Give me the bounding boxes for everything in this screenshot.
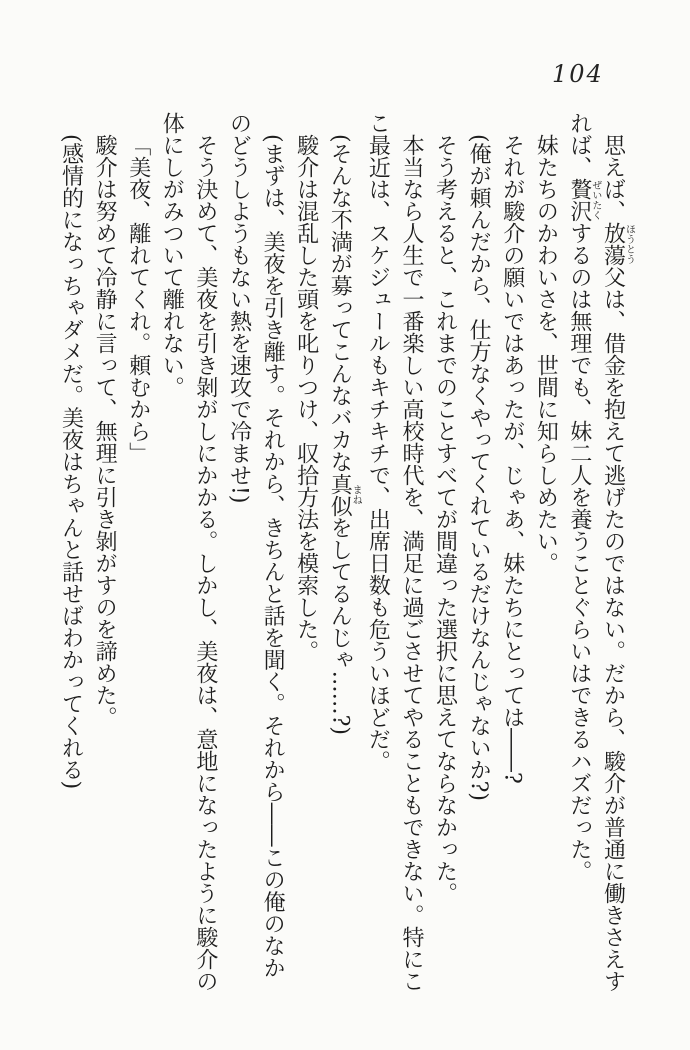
- paragraph-13: (感情的になっちゃダメだ。美夜はちゃんと話せばわかってくれる): [58, 134, 84, 790]
- paragraph-1: 思えば、放蕩ほうとう父は、借金を抱えて逃げたのではない。だから、駿介が普通に働きさえすれば、贅沢ぜいたくするのは無理でも、妹二人を養うことぐらいはできるハズだった。: [566, 112, 635, 992]
- paragraph-11: 「美夜、離れてくれ。頼むから」: [125, 134, 151, 464]
- text-area: [56, 112, 634, 996]
- paragraph-4: (俺が頼んだから、仕方なくやってくれているだけなんじゃないか?): [466, 134, 492, 801]
- ruby-annotated-text: 真似まね: [327, 472, 362, 517]
- furigana: ぜいたく: [589, 178, 601, 222]
- paragraph-6: 本当なら人生で一番楽しい高校時代を、満足に過ごさせてやることもできない。特にここ最近は、スケジュールもキチキチで、出席日数も危ういほどだ。: [365, 112, 424, 992]
- paragraph-2: 妹たちのかわいさを、世間に知らしめたい。: [533, 134, 559, 574]
- page-number: 104: [552, 60, 604, 88]
- furigana: ほうとう: [623, 222, 635, 266]
- paragraph-9: (まずは、美夜を引き離す。それから、きちんと話を聞く。それから――この俺のなかのどうしようもない熱を速攻で冷ませ!): [226, 112, 286, 979]
- paragraph-12: 駿介は努めて冷静に言って、無理に引き剝がすのを諦めた。: [92, 134, 118, 728]
- paragraph-8: 駿介は混乱した頭を叱りつけ、収拾方法を模索した。: [293, 134, 319, 662]
- paragraph-7: (そんな不満が募ってこんなバカな真似まねをしてるんじゃ……?): [327, 134, 362, 735]
- paragraph-5: そう考えると、これまでのことすべてが間違った選択に思えてならなかった。: [432, 134, 458, 904]
- paragraph-10: そう決めて、美夜を引き剝がしにかかる。しかし、美夜は、意地になったように駿介の体にしがみついて離れない。: [159, 112, 218, 992]
- paragraph-3: それが駿介の願いではあったが、じゃあ、妹たちにとっては――?: [499, 134, 525, 784]
- ruby-annotated-text: 放蕩ほうとう: [600, 222, 635, 266]
- ruby-annotated-text: 贅沢ぜいたく: [566, 178, 601, 222]
- furigana: まね: [350, 472, 362, 517]
